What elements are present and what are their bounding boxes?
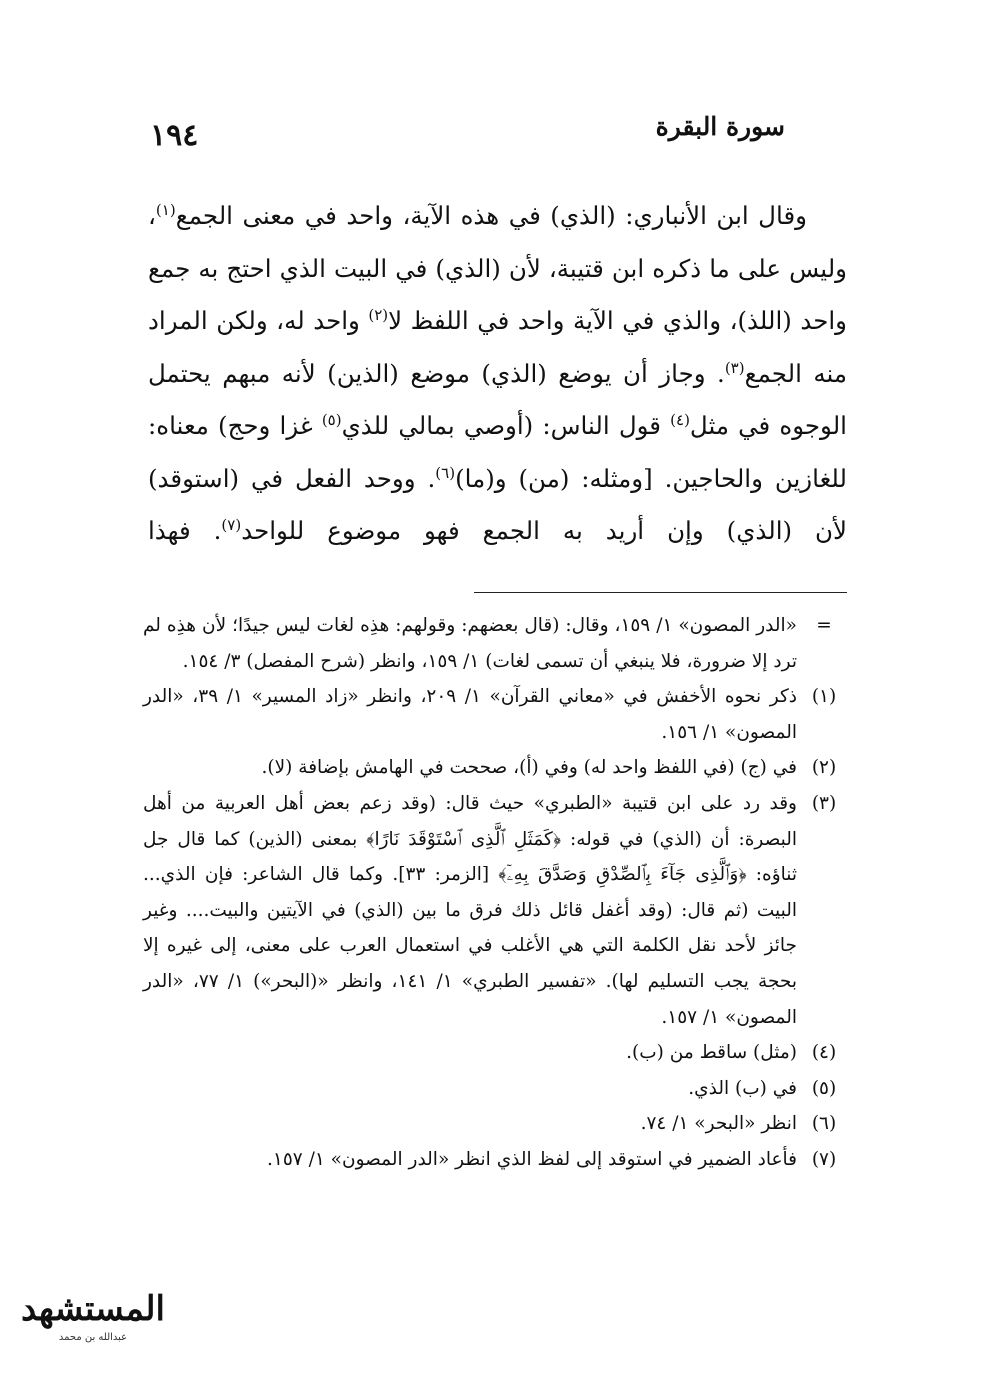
text-run: واحد له، ولكن المراد منه الجمع	[148, 306, 847, 388]
footnote-number: (٧)	[811, 1148, 837, 1170]
footnote-1	[143, 679, 847, 750]
footnote-3	[143, 786, 847, 1035]
footnote-number: (١)	[811, 686, 837, 708]
footnote-text: فأعاد الضمير في استوقد إلى لفظ الذي انظر «الدر المصون» ١/ ١٥٧.	[267, 1148, 797, 1170]
footnote-number: (٣)	[811, 792, 837, 814]
footnote-text: «الدر المصون» ١/ ١٥٩، وقال: (قال بعضهم: وقولهم: هذِه لغات ليس جيدًا؛ لأن هذِه لم ترد إلا ضرورة، فلا ينبغي أن تسمى لغات) ١/ ١٥٩، وانظر (شرح المفصل) ٣/ ١٥٤.	[143, 615, 797, 672]
footnote-separator	[474, 592, 847, 593]
text-run: . ووحد الفعل في (استوقد) لأن (الذي) وإن أريد به الجمع فهو موضوع للواحد	[148, 463, 847, 545]
footnote-number: (٢)	[811, 757, 837, 779]
calligraphy-logo	[18, 1278, 168, 1348]
page-number: ١٩٤	[150, 118, 199, 153]
footnote-text: انظر «البحر» ١/ ٧٤.	[640, 1113, 797, 1135]
page-header	[150, 112, 785, 162]
surah-title: سورة البقرة	[655, 112, 785, 141]
footnote-ref: (٢)	[368, 305, 389, 324]
logo-subtext: عبدالله بن محمد	[58, 1332, 128, 1343]
footnote-number: (٦)	[811, 1113, 837, 1135]
footnote-2	[143, 750, 847, 786]
main-paragraph	[148, 190, 847, 558]
footnote-ref: (٣)	[724, 358, 745, 377]
footnote-ref: (٧)	[221, 515, 242, 534]
footnote-number: =	[816, 615, 832, 636]
footnote-ref: (٤)	[670, 410, 690, 429]
footnote-text: (مثل) ساقط من (ب).	[626, 1042, 797, 1064]
text-run: ، وليس على ما ذكره ابن قتيبة، لأن (الذي) في البيت الذي احتج به جمع واحد (اللذ)، والذي في الآية واحد في اللفظ لا	[148, 201, 847, 335]
text-run: قول الناس: (أوصي بمالي للذي	[341, 411, 671, 440]
footnote-5	[143, 1071, 847, 1107]
text-run: . فهذا	[148, 516, 222, 545]
logo-text: المستشهد	[21, 1289, 165, 1329]
footnotes	[143, 608, 847, 1178]
footnote-text: ذكر نحوه الأخفش في «معاني القرآن» ١/ ٢٠٩، وانظر «زاد المسير» ١/ ٣٩، «الدر المصون» ١/ ١٥٦.	[143, 686, 797, 743]
footnote-ref: (٦)	[435, 463, 456, 482]
text-run: . وجاز أن يوضع (الذي) موضع (الذين) لأنه مبهم يحتمل الوجوه في مثل	[148, 358, 847, 440]
footnote-7	[143, 1142, 847, 1178]
footnote-number: (٥)	[811, 1077, 837, 1099]
footnote-text: في (ج) (في اللفظ واحد له) وفي (أ)، صححت في الهامش بإضافة (لا).	[261, 757, 797, 779]
main-text	[148, 190, 847, 558]
footnote-ref: (٥)	[321, 410, 342, 429]
footnote-4	[143, 1035, 847, 1071]
footnote-continuation	[143, 608, 847, 679]
footnote-6	[143, 1106, 847, 1142]
text-run: وقال ابن الأنباري: (الذي) في هذه الآية، واحد في معنى الجمع	[175, 201, 807, 230]
text-run: غزا وحج) معناه: للغازين والحاجين. [ومثله: (من) و(ما)	[148, 411, 847, 493]
footnote-number: (٤)	[811, 1042, 837, 1064]
footnote-text: في (ب) الذي.	[688, 1077, 797, 1099]
footnote-text: وقد رد على ابن قتيبة «الطبري» حيث قال: (وقد زعم بعض أهل العربية من أهل البصرة: أن (الذي) في قوله: ﴿كَمَثَلِ ٱلَّذِى ٱسْتَوْقَدَ نَارًا﴾ بمعنى (الذين) كما قال جل ثناؤه: ﴿وَٱلَّذِى جَآءَ بِٱلصِّدْقِ وَصَدَّقَ بِهِۦٓ﴾ [الزمر: ٣٣]. وكما قال الشاعر: فإن الذي... البيت (ثم قال: (وقد أغفل قائل ذلك فرق ما بين (الذي) في الآيتين والبيت.... وغير جائز لأحد نقل الكلمة التي هي الأغلب في استعمال العرب على معنى، إلى غيره إلا بحجة يجب التسليم لها). «تفسير الطبري» ١/ ١٤١، وانظر «(البحر») ١/ ٧٧، «الدر المصون» ١/ ١٥٧.	[143, 792, 797, 1028]
footnote-ref: (١)	[155, 200, 176, 219]
